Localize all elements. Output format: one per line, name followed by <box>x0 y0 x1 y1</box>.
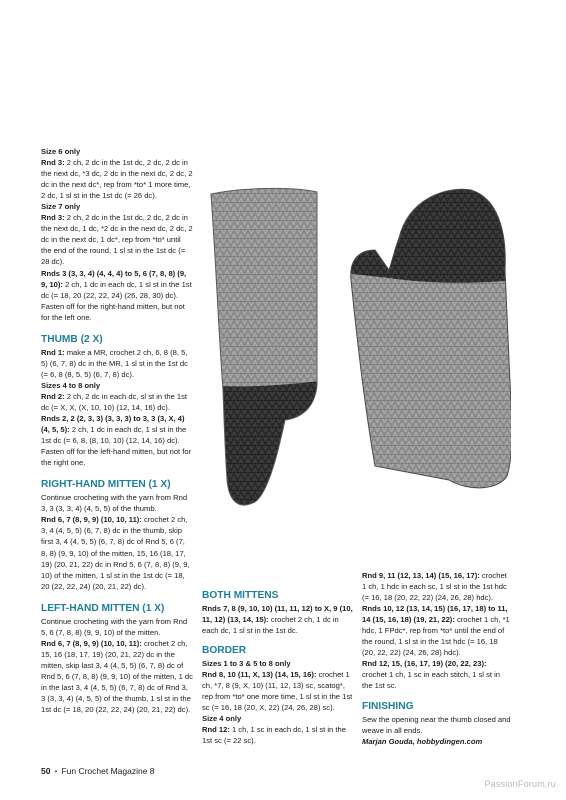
section-heading: BOTH MITTENS <box>202 590 279 601</box>
instruction-text: 2 ch, 2 dc in the 1st dc, 2 dc, 2 dc in the next dc, *3 dc, 2 dc in the next dc, 2 dc, 2 dc in the next dc*, rep from *to* 1 more time, 2 dc, 1 sl st in the 1st dc (= 26 dc). <box>41 158 193 201</box>
instruction-paragraph <box>202 724 354 746</box>
right-mitten <box>339 180 511 520</box>
footer-bullet: • <box>54 766 58 776</box>
size-line <box>41 146 193 157</box>
size-label: Size 6 only <box>41 147 81 156</box>
instruction-text: crochet 1 ch, 1 sc in each stitch, 1 sl st in the 1st sc. <box>362 670 501 691</box>
instruction-paragraph <box>362 603 512 658</box>
round-label: Rnd 8, 10 (11, X, 13) (14, 15, 16): <box>202 670 317 680</box>
size-line <box>202 713 354 724</box>
instruction-paragraph <box>362 570 512 603</box>
size-line <box>41 380 193 391</box>
instruction-text: 1 ch, 1 sc in each dc, 1 sl st in the 1st sc (= 22 sc). <box>202 725 346 746</box>
instruction-paragraph <box>41 492 193 514</box>
instruction-text: 2 ch, 2 dc in the 1st dc, 2 dc, 2 dc in the next dc, 1 dc, *2 dc in the next dc, 2 dc, 2 dc in the next dc, 1 dc*, rep from *to* until the end of the round, 1 sl st in the 1st dc (= 28 dc). <box>41 213 193 267</box>
instruction-text: 2 ch, 2 dc in each dc, sl st in the 1st dc (= X, X, (X, 10, 10) (12, 14, 16) dc). <box>41 391 188 412</box>
instruction-paragraph <box>362 658 512 691</box>
mittens-photo <box>199 180 511 520</box>
left-mitten <box>199 180 329 520</box>
instruction-text: crochet 2 ch, 1 dc in each dc, 1 sl st in the 1st dc. <box>202 615 339 636</box>
instruction-text: crochet 1 ch, *7, 8 (9, X, 10) (11, 12, 13) sc, scatog*, rep from *to* one more time, 1 sl st in the 1st sc (= 16, 18 (20, X, 22) (24, 26, 28) sc). <box>202 670 353 713</box>
instruction-text: Sew the opening near the thumb closed and weave in all ends. <box>362 714 511 735</box>
instruction-paragraph <box>41 616 193 638</box>
instruction-text: crochet 1 ch, 1 hdc in each sc, 1 sl st in the 1st hdc (= 16, 18 (20, 22, 22) (24, 26, 28) hdc). <box>362 571 507 603</box>
magazine-name: Fun Crochet Magazine 8 <box>61 766 155 776</box>
round-label: Rnd 12, 15, (16, 17, 19) (20, 22, 23): <box>362 659 487 669</box>
round-label: Rnd 12: <box>202 725 230 735</box>
column-left <box>41 146 193 715</box>
section-heading: BORDER <box>202 645 247 657</box>
round-label: Rnd 3: <box>41 158 65 168</box>
section-heading: LEFT-HAND MITTEN (1 X) <box>41 602 165 614</box>
size-label: Size 4 only <box>202 714 242 724</box>
instruction-paragraph <box>202 669 354 713</box>
instruction-paragraph <box>41 268 193 323</box>
round-label: Rnd 6, 7 (8, 9, 9) (10, 10, 11): <box>41 638 142 648</box>
size-label: Sizes 1 to 3 & 5 to 8 only <box>202 659 291 669</box>
round-label: Rnds 2, 2 (2, 3, 3) (3, 3, 3) to 3, 3 (3, X, 4) (4, 5, 5): <box>41 414 185 435</box>
instruction-text: Continue crocheting with the yarn from Rnd 5, 6 (7, 8, 8) (9, 9, 10) of the mitten. <box>41 616 188 637</box>
instruction-text: crochet 2 ch, 15, 16 (18, 17, 19) (20, 21, 22) dc in the mitten, skip last 3, 4 (4, 5, 5) (6, 7, 8) dc of Rnd 5, 6 (7, 8, 8) (9, 9, 10) of the mitten, 1 dc in the last 3, 4 (4, 5, 5) (6, 7, 8) dc of Rnd 3, 3 (3, 3, 4) (4, 5, 5) of the thumb, 1 sl st in the 1st dc (= 18, 20 (22, 22, 24) (20, 21, 22) dc). <box>41 638 193 715</box>
size-label: Size 7 only <box>41 202 81 212</box>
instruction-text: crochet 1 ch, *1 hdc, 1 FPdc*, rep from *to* until the end of the round, 1 sl st in the 1st hdc (= 16, 18 (20, 22, 22) (24, 26, 28) hdc). <box>362 615 510 658</box>
section-heading: THUMB (2 X) <box>41 333 103 345</box>
section-heading: FINISHING <box>362 700 414 712</box>
round-label: Rnd 3: <box>41 213 65 223</box>
instruction-text: Continue crocheting with the yarn from Rnd 3, 3 (3, 3, 4) (4, 5, 5) of the thumb. <box>41 493 188 514</box>
instruction-paragraph <box>202 603 354 636</box>
size-label: Sizes 4 to 8 only <box>41 380 101 390</box>
author-credit: Marjan Gouda, hobbydingen.com <box>362 736 483 746</box>
page-footer <box>41 766 155 776</box>
page-number: 50 <box>41 766 51 776</box>
instruction-text: 2 ch, 1 dc in each dc, 1 sl st in the 1st dc (= 18, 20 (22, 22, 24) (26, 28, 30) dc). Fasten off for the right-hand mitten, but not for the left one. <box>41 279 192 322</box>
round-label: Rnds 10, 12 (13, 14, 15) (16, 17, 18) to 11, 14 (15, 16, 18) (19, 21, 22): <box>362 604 508 625</box>
instruction-paragraph <box>41 514 193 591</box>
round-label: Rnds 3 (3, 3, 4) (4, 4, 4) to 5, 6 (7, 8, 8) (9, 9, 10): <box>41 268 187 289</box>
section-heading: RIGHT-HAND MITTEN (1 X) <box>41 479 171 491</box>
size-line <box>202 658 354 669</box>
instruction-text: make a MR, crochet 2 ch, 6, 8 (8, 5, 5) (6, 7, 8) dc in the MR, 1 sl st in the 1st dc (= 6, 8 (8, 5, 5) (6, 7, 8) dc). <box>41 347 188 379</box>
instruction-text: crochet 2 ch, 3, 4 (4, 5, 5) (6, 7, 8) dc in the thumb, skip first 3, 4 (4, 5, 5) (6, 7, 8) dc of Rnd 5, 6 (7, 8, 8) (9, 9, 10) of the mitten, 15, 16 (18, 17, 19) (20, 21, 22) dc in Rnd 5, 6 (7, 8, 8) (9, 9, 10) of the mitten, 1 sl st in the 1st dc (= 18, 20 (22, 22, 24) (20, 21, 22) dc). <box>41 515 190 591</box>
instruction-paragraph <box>41 212 193 267</box>
instruction-paragraph <box>41 347 193 380</box>
watermark: PassionForum.ru <box>484 779 556 789</box>
instruction-text: 2 ch, 1 dc in each dc, 1 sl st in the 1st dc (= 6, 8, (8, 10, 10) (12, 14, 16) dc). Fasten off for the left-hand mitten, but not for the right one. <box>41 425 192 468</box>
round-label: Rnd 1: <box>41 347 65 357</box>
instruction-paragraph <box>41 157 193 201</box>
instruction-paragraph <box>41 413 193 468</box>
instruction-paragraph <box>41 638 193 715</box>
column-middle <box>202 589 354 747</box>
column-right <box>362 570 512 747</box>
round-label: Rnds 7, 8 (9, 10, 10) (11, 11, 12) to X, 9 (10, 11, 12) (13, 14, 15): <box>202 604 353 625</box>
round-label: Rnd 2: <box>41 391 65 401</box>
size-line <box>41 201 193 212</box>
round-label: Rnd 6, 7 (8, 9, 9) (10, 10, 11): <box>41 515 142 525</box>
instruction-paragraph <box>362 714 512 736</box>
instruction-paragraph <box>41 391 193 413</box>
round-label: Rnd 9, 11 (12, 13, 14) (15, 16, 17): <box>362 571 480 580</box>
